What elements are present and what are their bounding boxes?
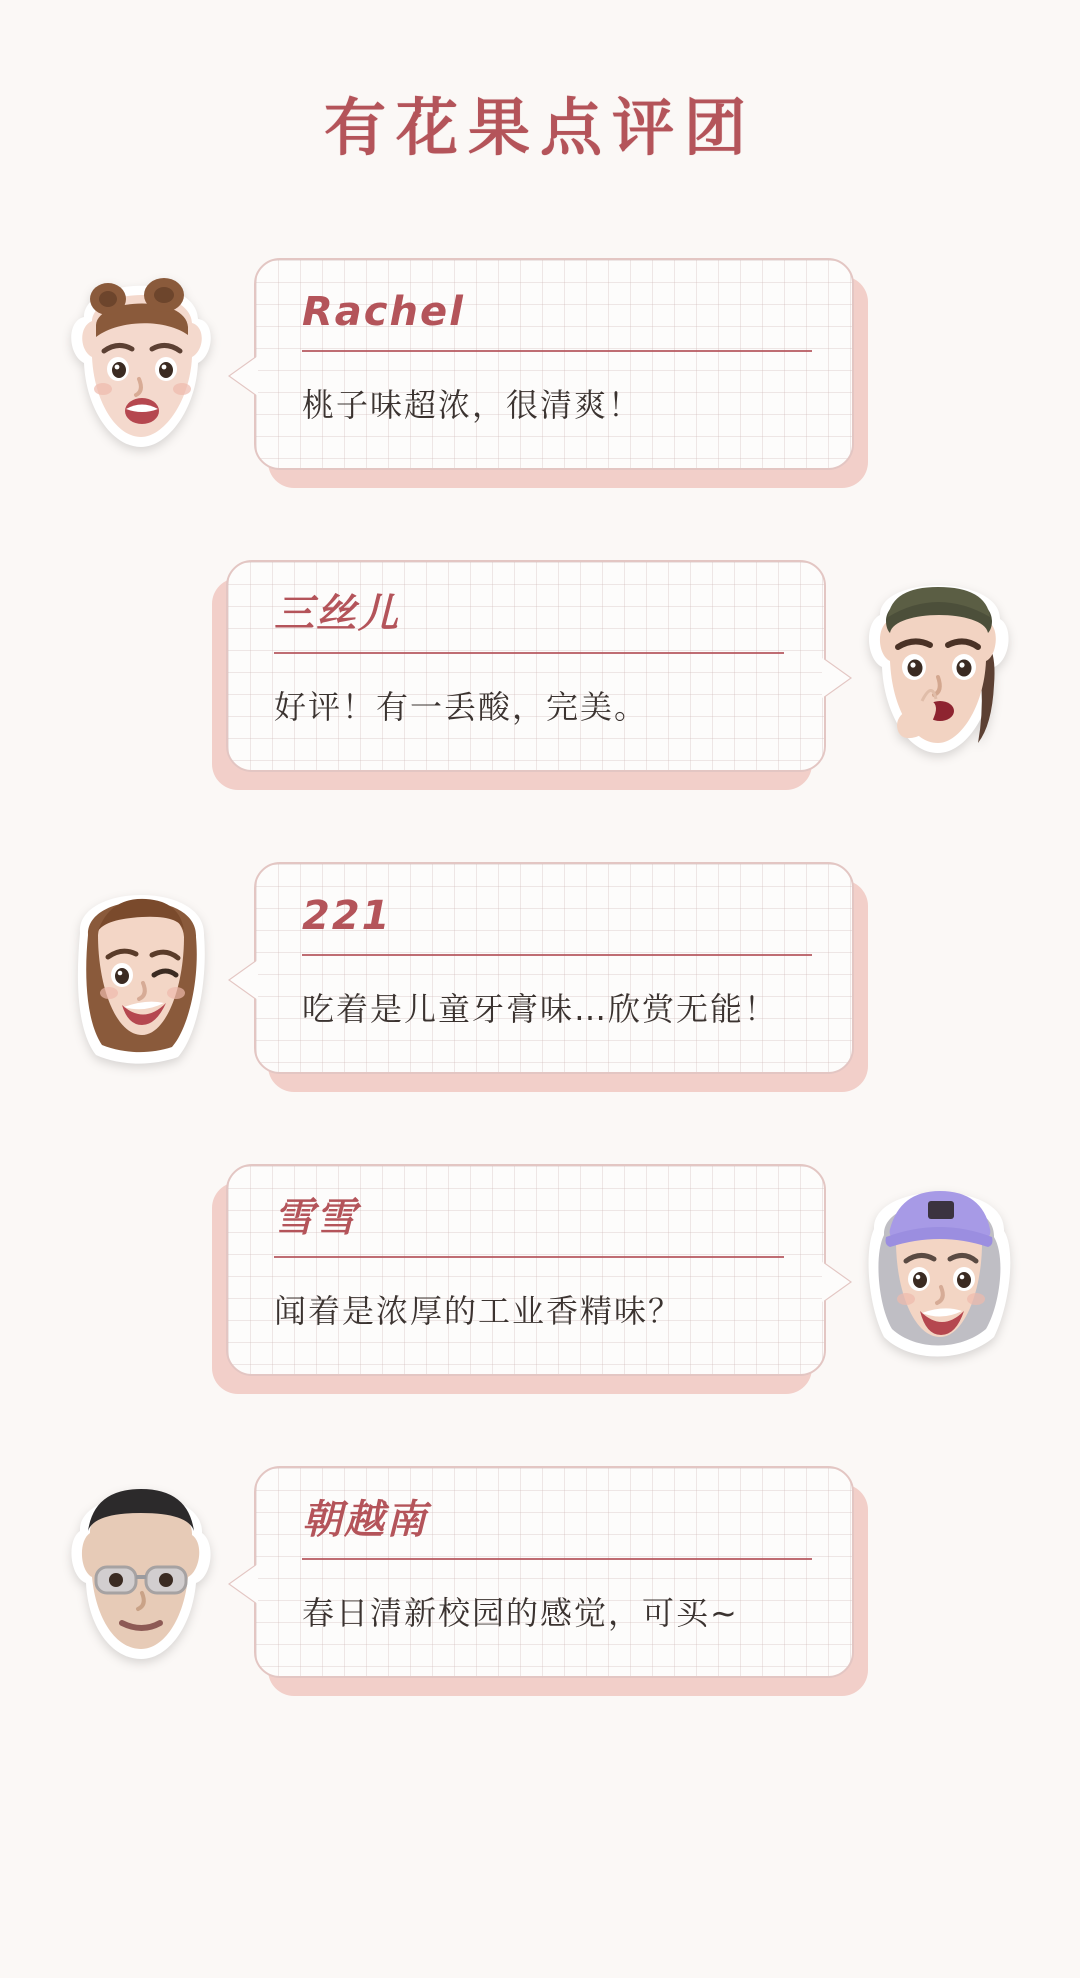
avatar-chaoyuenan (46, 1467, 236, 1677)
review-text: 桃子味超浓，很清爽！ (302, 386, 643, 424)
bubble-tail (822, 1262, 850, 1302)
review-text: 春日清新校园的感觉，可买~ (302, 1594, 739, 1632)
review-text: 吃着是儿童牙膏味…欣赏无能！ (302, 990, 779, 1028)
bubble-body (254, 1466, 854, 1678)
bubble-tail (230, 1564, 258, 1604)
name-divider (302, 350, 812, 352)
review-bubble (254, 1466, 854, 1678)
review-text: 闻着是浓厚的工业香精味？ (274, 1292, 683, 1330)
reviewer-name: 雪雪 (274, 1195, 358, 1241)
review-text: 好评！有一丢酸，完美。 (274, 688, 649, 726)
page-title: 有花果点评团 (323, 91, 756, 164)
bubble-body (226, 560, 826, 772)
review-bubble (254, 258, 854, 470)
reviewer-name: 三丝儿 (274, 591, 400, 637)
review-item (0, 1447, 1080, 1697)
review-item (0, 541, 1080, 791)
review-bubble (254, 862, 854, 1074)
bubble-body (254, 862, 854, 1074)
name-divider (274, 1256, 784, 1258)
bubble-tail (230, 356, 258, 396)
review-bubble (226, 560, 826, 772)
reviewer-name: 朝越南 (302, 1497, 428, 1543)
name-divider (302, 954, 812, 956)
avatar-rachel (46, 259, 236, 469)
avatar-sansier (844, 561, 1034, 771)
review-item (0, 239, 1080, 489)
bubble-body (226, 1164, 826, 1376)
bubble-body (254, 258, 854, 470)
bubble-tail (822, 658, 850, 698)
bubble-tail (230, 960, 258, 1000)
review-list (0, 239, 1080, 1697)
review-item (0, 1145, 1080, 1395)
avatar-xuexue (844, 1165, 1034, 1375)
reviewer-name: 221 (302, 893, 392, 939)
reviewer-name: Rachel (302, 289, 465, 335)
review-bubble (226, 1164, 826, 1376)
review-item (0, 843, 1080, 1093)
name-divider (302, 1558, 812, 1560)
name-divider (274, 652, 784, 654)
avatar-221 (46, 863, 236, 1073)
